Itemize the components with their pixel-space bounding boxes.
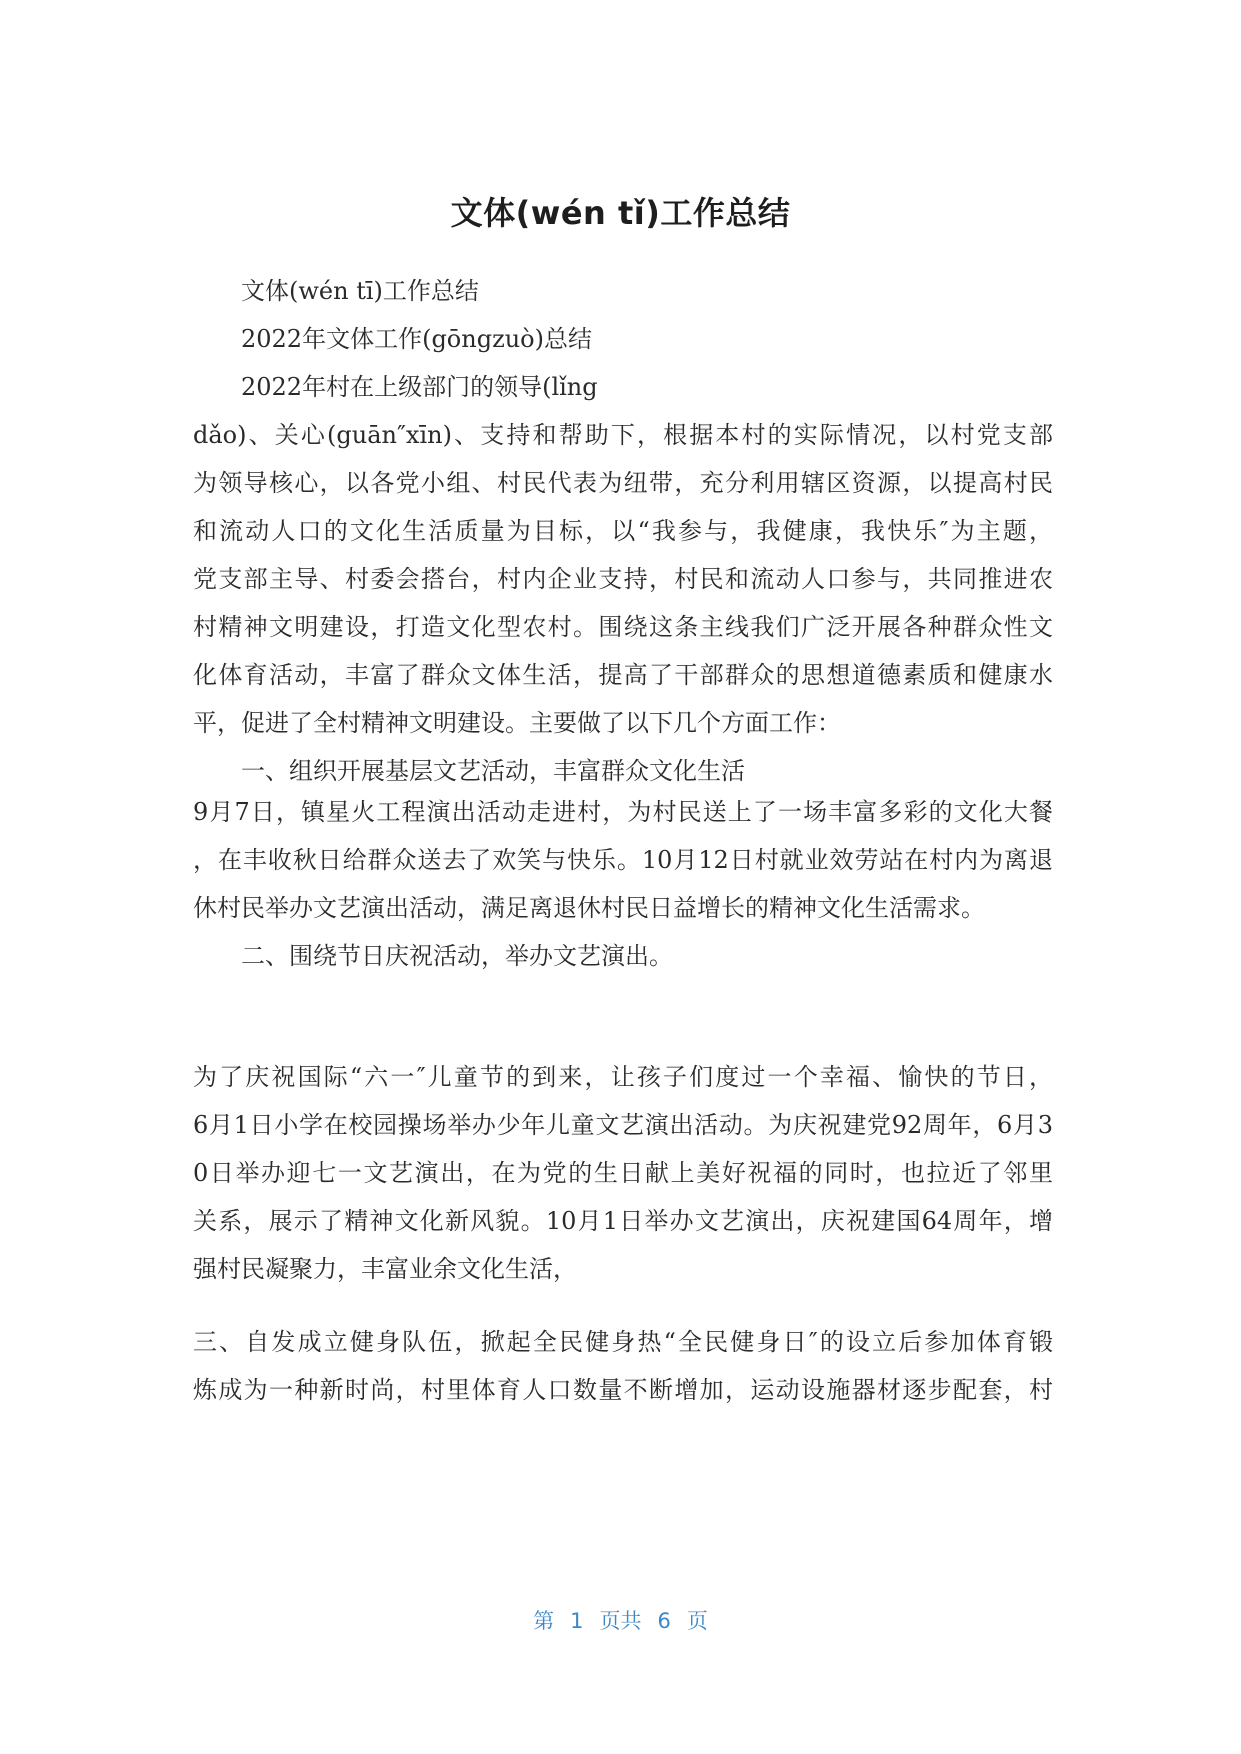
paragraph-4-line: 化体育活动，丰富了群众文体生活，提高了干部群众的思想道德素质和健康水 — [193, 661, 1053, 689]
section-1-line: 休村民举办文艺演出活动，满足离退休村民日益增长的精神文化生活需求。 — [193, 894, 985, 922]
paragraph-1: 文体(wén tī)工作总结 — [241, 277, 479, 305]
footer-word-total: 页共 — [599, 1609, 642, 1633]
section-heading-1: 一、组织开展基层文艺活动，丰富群众文化生活 — [241, 757, 745, 785]
paragraph-4-line: 平，促进了全村精神文明建设。主要做了以下几个方面工作： — [193, 709, 841, 737]
section-3-body — [193, 1318, 1053, 1414]
section-2-body — [193, 1053, 1053, 1293]
paragraph-4-line: 为领导核心，以各党小组、村民代表为纽带，充分利用辖区资源，以提高村民 — [193, 469, 1053, 497]
paragraph-4-line: 和流动人口的文化生活质量为目标，以“我参与，我健康，我快乐″为主题， — [193, 517, 1053, 545]
section-2-line: 6月1日小学在校园操场举办少年儿童文艺演出活动。为庆祝建党92周年，6月3 — [193, 1111, 1053, 1139]
section-1-body — [193, 788, 1053, 980]
footer-current-page: 1 — [570, 1609, 584, 1633]
paragraph-3: 2022年村在上级部门的领导(lǐng — [241, 373, 598, 401]
section-1-line: ，在丰收秋日给群众送去了欢笑与快乐。10月12日村就业效劳站在村内为离退 — [193, 846, 1053, 874]
section-3-line: 炼成为一种新时尚，村里体育人口数量不断增加，运动设施器材逐步配套，村 — [193, 1376, 1053, 1404]
section-2-line: 强村民凝聚力，丰富业余文化生活， — [193, 1255, 577, 1283]
paragraph-2: 2022年文体工作(gōngzuò)总结 — [241, 325, 592, 353]
paragraph-4-line: 党支部主导、村委会搭台，村内企业支持，村民和流动人口参与，共同推进农 — [193, 565, 1053, 593]
paragraph-4-line: 村精神文明建设，打造文化型农村。围绕这条主线我们广泛开展各种群众性文 — [193, 613, 1053, 641]
document-body — [193, 267, 1053, 795]
section-2-line: 为了庆祝国际“六一″儿童节的到来，让孩子们度过一个幸福、愉快的节日， — [193, 1063, 1053, 1091]
footer-word-end: 页 — [686, 1609, 708, 1633]
section-heading-2: 二、围绕节日庆祝活动，举办文艺演出。 — [241, 942, 673, 970]
page-footer — [0, 1605, 1241, 1635]
section-2-line: 0日举办迎七一文艺演出，在为党的生日献上美好祝福的同时，也拉近了邻里 — [193, 1159, 1053, 1187]
section-1-line: 9月7日，镇星火工程演出活动走进村，为村民送上了一场丰富多彩的文化大餐 — [193, 798, 1053, 826]
footer-word-page: 第 — [533, 1609, 555, 1633]
section-2-line: 关系，展示了精神文化新风貌。10月1日举办文艺演出，庆祝建国64周年，增 — [193, 1207, 1053, 1235]
footer-total-pages: 6 — [657, 1609, 671, 1633]
section-3-line: 三、自发成立健身队伍，掀起全民健身热“全民健身日″的设立后参加体育锻 — [193, 1328, 1053, 1356]
paragraph-4-line: dǎo)、关心(guān″xīn)、支持和帮助下，根据本村的实际情况，以村党支部 — [193, 421, 1053, 449]
document-title: 文体(wén tǐ)工作总结 — [450, 194, 791, 232]
